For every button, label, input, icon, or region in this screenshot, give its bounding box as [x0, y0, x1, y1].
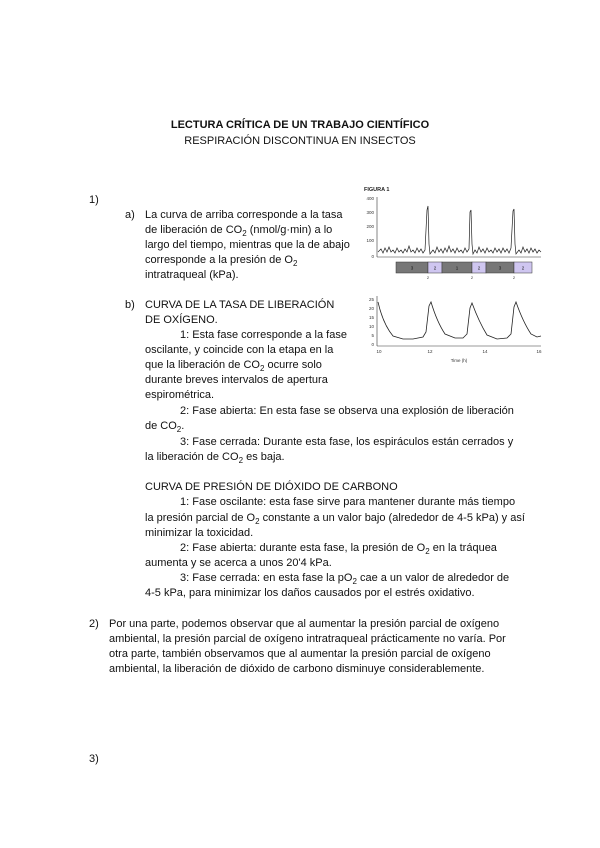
item-a-line-5: intratraqueal (kPa). [145, 269, 239, 281]
item-a-line-4: corresponde a la presión de $O_2$ [145, 254, 298, 269]
document-title: LECTURA CRÍTICA DE UN TRABAJO CIENTÍFICO [170, 119, 430, 131]
phase-label: 3 [410, 265, 414, 271]
bottom-y-tick: 25 [368, 297, 374, 302]
item-b-heading-1: CURVA DE LA TASA DE LIBERACIÓN [145, 299, 335, 311]
co2-pressure-heading: CURVA DE PRESIÓN DE DIÓXIDO DE CARBONO [145, 481, 398, 493]
paragraph-6-line-2: 4-5 kPa, para minimizar los daños causados por el estrés oxidativo. [145, 587, 475, 599]
bar-tick: 2 [426, 275, 430, 280]
paragraph-1-line-5: espirométrica. [145, 389, 215, 401]
top-y-tick: 300 [366, 210, 374, 215]
bar-tick: 2 [470, 275, 474, 280]
item-a-marker: a) [125, 209, 135, 221]
phase-label: 3 [498, 265, 502, 271]
paragraph-5-line-2: aumenta y se acerca a unos 20'4 kPa. [145, 557, 332, 569]
paragraph-2-line-2: de $CO_2$. [145, 420, 185, 435]
document-subtitle: RESPIRACIÓN DISCONTINUA EN INSECTOS [184, 135, 416, 147]
paragraph-1-line-3: que la liberación de $CO_2$ ocurre solo [145, 359, 322, 374]
bottom-y-tick: 0 [371, 342, 374, 347]
top-y-tick: 400 [366, 196, 374, 201]
top-y-tick: 0 [371, 254, 374, 259]
question-1-number: 1) [89, 194, 99, 206]
paragraph-3-line-1: 3: Fase cerrada: Durante esta fase, los espiráculos están cerrados y [180, 436, 514, 448]
item-b-heading-2: DE OXÍGENO. [145, 314, 218, 326]
o2-pressure-trace [378, 302, 541, 339]
paragraph-1-line-2: oscilante, y coincide con la etapa en la [145, 344, 334, 356]
phase-label: 2 [433, 265, 437, 271]
question-3-number: 3) [89, 753, 99, 765]
question-2-number: 2) [89, 618, 99, 630]
phase-label: 2 [521, 265, 525, 271]
bottom-x-tick: 16 [536, 349, 542, 354]
bottom-y-tick: 5 [371, 333, 374, 338]
paragraph-2-line-1: 2: Fase abierta: En esta fase se observa una explosión de liberación [180, 405, 514, 417]
paragraph-1-line-1: 1: Esta fase corresponde a la fase [180, 329, 347, 341]
phase-label: 2 [477, 265, 481, 271]
paragraph-4-line-2: la presión parcial de $O_2$ constante a un valor bajo (alrededor de 4-5 kPa) y así [145, 512, 525, 527]
item-b-marker: b) [125, 299, 135, 311]
paragraph-4-line-3: minimizar la toxicidad. [145, 527, 254, 539]
top-panel [377, 197, 541, 257]
bottom-y-tick: 10 [368, 324, 374, 329]
bottom-y-tick: 15 [368, 315, 374, 320]
question-2-line-3: otra parte, también observamos que al aumentar la presión parcial de oxígeno [109, 648, 491, 660]
co2-release-trace [378, 206, 541, 254]
item-a-line-1: La curva de arriba corresponde a la tasa [145, 209, 343, 221]
figure-1 [363, 184, 543, 374]
phase-bar [396, 262, 532, 273]
question-2-line-4: ambiental, la liberación de dióxido de carbono disminuye considerablemente. [109, 663, 485, 675]
paragraph-4-line-1: 1: Fase oscilante: esta fase sirve para mantener durante más tiempo [180, 496, 516, 508]
phase-label: 1 [455, 265, 459, 271]
item-a-line-2: de liberación de $CO_2$ (nmol/g·min) a lo [145, 224, 333, 239]
bottom-x-tick: 12 [427, 349, 433, 354]
paragraph-6-line-1: 3: Fase cerrada: en esta fase la $pO_2$ cae a un valor de alrededor de [180, 572, 510, 587]
bottom-x-tick: 14 [482, 349, 488, 354]
top-y-tick: 100 [366, 238, 374, 243]
top-y-tick: 200 [366, 224, 374, 229]
bottom-y-tick: 20 [368, 306, 374, 311]
question-2-line-1: Por una parte, podemos observar que al aumentar la presión parcial de oxígeno [109, 618, 500, 630]
x-axis-label: Time (h) [450, 358, 468, 363]
item-a-line-3: largo del tiempo, mientras que la de abajo [145, 239, 350, 251]
bottom-x-tick: 10 [376, 349, 382, 354]
question-2-line-2: ambiental, la presión parcial de oxígeno intratraqueal prácticamente no varía. Por [109, 633, 506, 645]
bar-tick: 2 [512, 275, 516, 280]
paragraph-1-line-4: durante breves intervalos de apertura [145, 374, 328, 386]
paragraph-5-line-1: 2: Fase abierta: durante esta fase, la presión de $O_2$ en la tráquea [180, 542, 497, 557]
figure-label: FIGURA 1 [364, 187, 390, 193]
paragraph-3-line-2: la liberación de $CO_2$ es baja. [145, 451, 285, 466]
